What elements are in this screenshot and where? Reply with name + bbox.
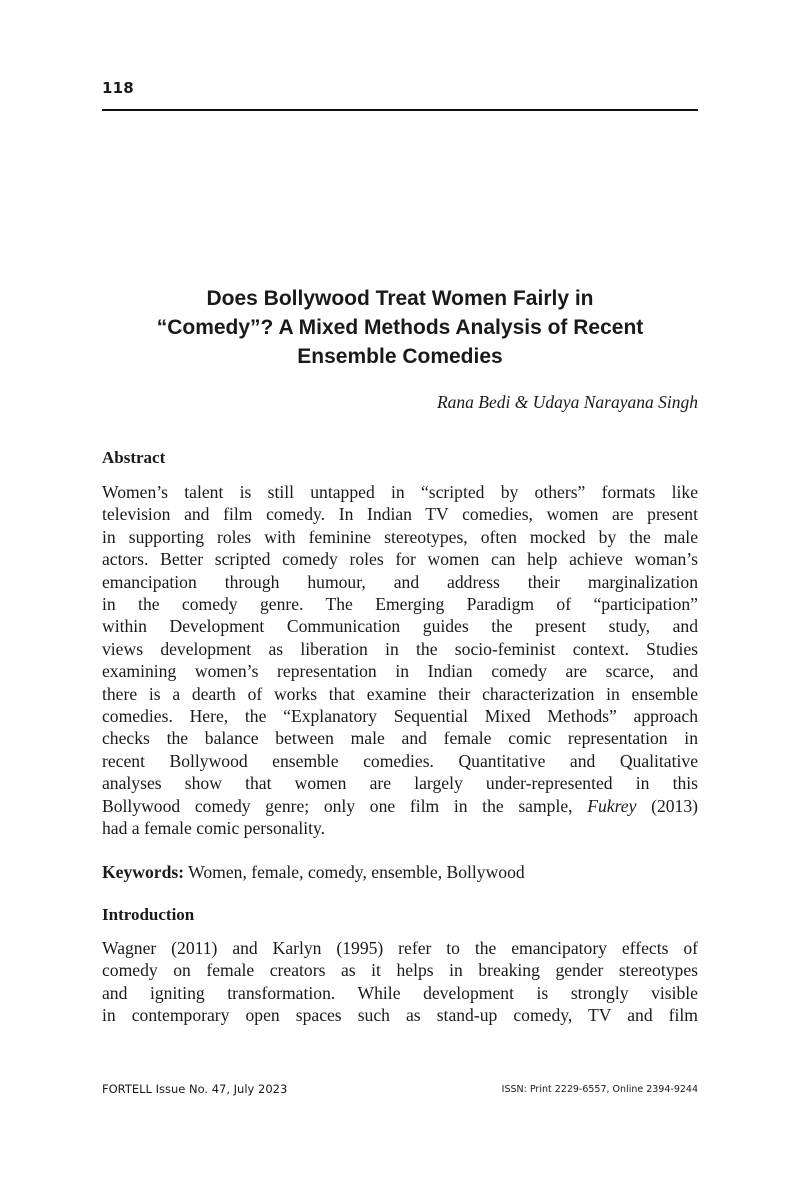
text-line: comedies. Here, the “Explanatory Sequential Mixed Methods” approach [102, 706, 698, 727]
title-line: “Comedy”? A Mixed Methods Analysis of Recent [156, 316, 644, 339]
text-line: recent Bollywood ensemble comedies. Quantitative and Qualitative [102, 750, 698, 771]
text-line: had a female comic personality. [102, 818, 326, 839]
text-line: within Development Communication guides the present study, and [102, 616, 698, 637]
text-line: analyses show that women are largely under-represented in this [102, 773, 698, 794]
text-line: emancipation through humour, and address their marginalization [102, 571, 698, 592]
text-line: checks the balance between male and female comic representation in [102, 728, 698, 749]
text-line: views development as liberation in the socio-feminist context. Studies [102, 638, 698, 659]
film-title: Fukrey [587, 795, 637, 816]
title-line: Does Bollywood Treat Women Fairly in [206, 287, 594, 310]
article-authors: Rana Bedi & Udaya Narayana Singh [436, 392, 698, 412]
text-line: in the comedy genre. The Emerging Paradigm of “participation” [102, 594, 698, 615]
text-line: Women’s talent is still untapped in “scripted by others” formats like [102, 482, 698, 502]
text-line: there is a dearth of works that examine their characterization in ensemble [102, 683, 698, 704]
introduction-heading: Introduction [102, 905, 195, 924]
footer-journal: FORTELL Issue No. 47, July 2023 [102, 1082, 288, 1096]
text-line: actors. Better scripted comedy roles for women can help achieve woman’s [102, 549, 698, 570]
abstract-text [102, 481, 698, 840]
text-line [102, 795, 698, 817]
text-line: examining women’s representation in Indian comedy are scarce, and [102, 661, 698, 682]
header-rule [102, 109, 698, 111]
text-line: comedy on female creators as it helps in breaking gender stereotypes [102, 960, 698, 981]
footer-issn: ISSN: Print 2229-6557, Online 2394-9244 [501, 1084, 698, 1095]
text-segment: Bollywood comedy genre; only one film in the sample, [102, 795, 573, 816]
text-line: Wagner (2011) and Karlyn (1995) refer to the emancipatory effects of [102, 938, 698, 958]
page-number: 118 [102, 79, 134, 97]
keywords-value: Women, female, comedy, ensemble, Bollywood [184, 862, 525, 882]
text-segment: (2013) [636, 795, 698, 816]
title-line: Ensemble Comedies [297, 345, 503, 368]
keywords-label: Keywords: [102, 862, 185, 882]
article-title [102, 284, 698, 371]
abstract-heading: Abstract [102, 448, 166, 467]
text-line: television and film comedy. In Indian TV comedies, women are present [102, 504, 698, 525]
text-line: and igniting transformation. While development is strongly visible [102, 982, 698, 1003]
text-line: in supporting roles with feminine stereotypes, often mocked by the male [102, 526, 698, 547]
text-line: in contemporary open spaces such as stand-up comedy, TV and film [102, 1005, 698, 1026]
introduction-text [102, 937, 698, 1027]
keywords [102, 862, 525, 883]
